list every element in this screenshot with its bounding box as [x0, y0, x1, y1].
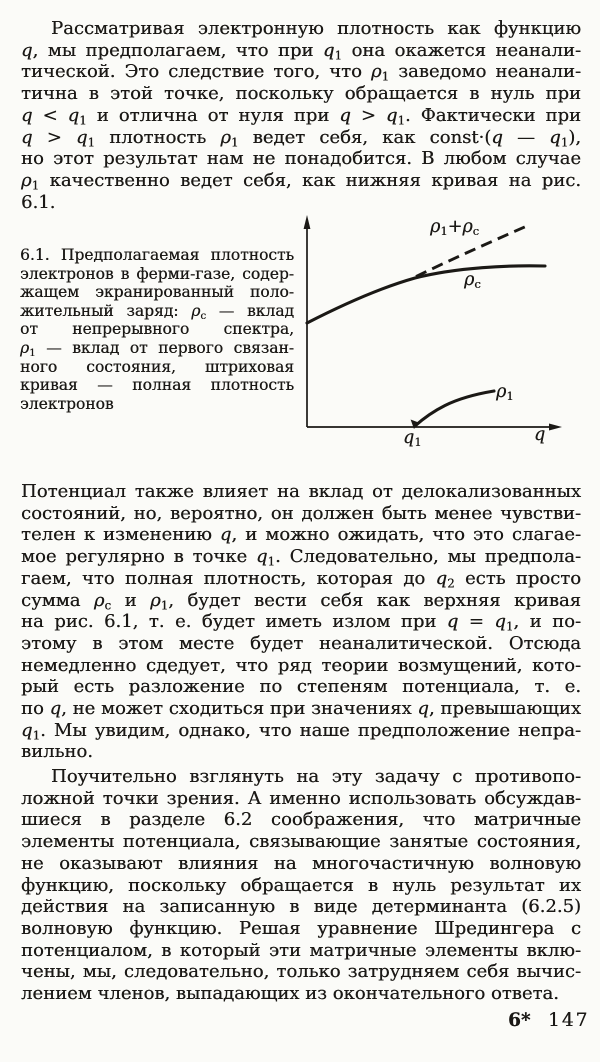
text-line: электронов	[20, 394, 114, 413]
text-line: Рассматривая электронную плотность как функцию	[51, 18, 581, 39]
text-line: чены, мы, следовательно, только затрудняем себя вычис-	[21, 961, 581, 983]
text-line: рый есть разложение по степеням потенциала, т. е.	[21, 676, 581, 698]
text-line: на рис. 6.1, т. е. будет иметь излом при $q = q_1$, и по-	[21, 611, 581, 634]
text-line: элементы потенциала, связывающие занятые состояния,	[21, 831, 581, 853]
rho-1-curve	[415, 391, 494, 426]
text-line: электронов в ферми-газе, содер-	[20, 264, 294, 283]
text-line: тична в этой точке, поскольку обращается в нуль при	[21, 83, 581, 105]
page-footer	[0, 1010, 600, 1040]
x-axis-arrowhead	[549, 424, 562, 431]
text-line: ложной точки зрения. А именно использовать обсуждав-	[21, 787, 581, 809]
text-line: этому в этом месте будет неаналитической. Отсюда	[21, 632, 581, 654]
text-line: ного состояния, штриховая	[20, 357, 294, 376]
text-line: q, мы предполагаем, что при $q_1$ она окажется неанали-	[21, 39, 581, 63]
text-line: Потенциал также влияет на вклад от делокализованных	[21, 481, 581, 502]
text-line: сумма $\rho_c$ и $\rho_1$, будет вести себя как верхняя кривая	[21, 589, 581, 612]
text-line: состояний, но, вероятно, он должен быть менее чувстви-	[21, 502, 581, 524]
rho-c-curve	[307, 266, 545, 323]
label-rho-c: $\rho_c$	[464, 270, 481, 292]
label-q-axis: q	[534, 425, 546, 445]
text-line: волновую функцию. Решая уравнение Шредингера с	[21, 917, 581, 939]
text-line: вильно.	[21, 741, 93, 763]
text-line: действия на записанную в виде детерминанта (6.2.5)	[21, 896, 581, 918]
text-line: 6.1. Предполагаемая плотность	[20, 246, 294, 264]
label-q1: $q_1$	[403, 428, 422, 450]
text-line: тической. Это следствие того, что $\rho_1$ заведомо неанали-	[21, 61, 581, 84]
paragraph-2	[21, 481, 581, 763]
paragraph-3	[21, 766, 581, 1005]
text-line: $q < q_1$ и отлична от нуля при $q > q_1$. Фактически при	[21, 104, 582, 128]
text-line: жащем экранированный поло-	[20, 283, 294, 302]
text-line: лением членов, выпадающих из окончательного ответа.	[21, 983, 559, 1005]
text-line: телен к изменению q, и можно ожидать, что это слагае-	[21, 524, 581, 546]
text-line: но этот результат нам не понадобится. В любом случае	[21, 148, 581, 170]
text-line: шиеся в разделе 6.2 соображения, что матричные	[21, 809, 581, 831]
text-line: гаем, что полная плотность, которая до $q_2$ есть просто	[21, 567, 582, 591]
text-line: $q > q_1$ плотность $\rho_1$ ведет себя, как const·(q — $q_1$),	[21, 126, 581, 149]
text-line: функцию, поскольку обращается в нуль результат их	[21, 874, 581, 896]
text-line: не оказывают влияния на многочастичную волновую	[21, 852, 581, 874]
text-line: жительный заряд: $\rho_c$ — вклад	[20, 301, 294, 322]
y-axis-arrowhead	[304, 215, 311, 229]
text-line: кривая — полная плотность	[20, 376, 294, 395]
text-line: по q, не может сходиться при значениях q, превышающих	[21, 698, 581, 720]
figure-caption	[20, 246, 294, 413]
text-line: от непрерывного спектра,	[20, 320, 294, 339]
label-rho-1: $\rho_1$	[496, 382, 514, 404]
text-line: мое регулярно в точке $q_1$. Следовательно, мы предпола-	[21, 546, 581, 569]
text-line: Поучительно взглянуть на эту задачу с противопо-	[51, 766, 581, 787]
text-line: немедленно сдедует, что ряд теории возмущений, кото-	[21, 654, 581, 676]
text-line: $q_1$. Мы увидим, однако, что наше предположение непра-	[21, 719, 581, 743]
page-number: 147	[548, 1010, 590, 1031]
paragraph-1	[21, 18, 581, 213]
signature-mark: 6*	[508, 1010, 531, 1031]
text-line: потенциалом, в который эти матричные элементы вклю-	[21, 939, 581, 961]
text-line: $\rho_1$ качественно ведет себя, как нижняя кривая на рис. 6.1.	[21, 169, 581, 213]
text-line: $\rho_1$ — вклад от первого связан-	[20, 338, 294, 359]
label-total-density: $\rho_1+\rho_c$	[430, 217, 480, 239]
